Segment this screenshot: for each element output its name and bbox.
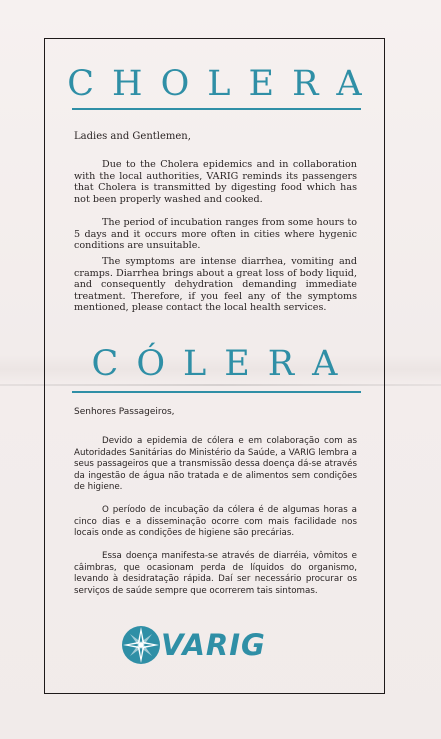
varig-logo: [121, 625, 321, 665]
portuguese-heading: CÓLERA: [91, 344, 356, 384]
varig-logo-text: VARIG: [161, 628, 266, 662]
english-salutation: Ladies and Gentlemen,: [74, 131, 191, 142]
english-paragraph-3: The symptoms are intense diarrhea, vomiting and cramps. Diarrhea brings about a great loss of body liquid, and consequently dehydration demanding immediate treatment. Therefore, if you feel any of the symptoms mentioned, please contact the local health services.: [74, 256, 357, 314]
compass-star-icon: [121, 625, 161, 665]
notice-frame: [44, 38, 385, 694]
portuguese-heading-rule: [72, 391, 361, 393]
english-heading: CHOLERA: [67, 64, 380, 104]
english-heading-rule: [72, 108, 361, 110]
english-paragraph-1: Due to the Cholera epidemics and in collaboration with the local authorities, VARIG reminds its passengers that Cholera is transmitted by digesting food which has not been properly washed and cooked.: [74, 159, 357, 205]
english-paragraph-2: The period of incubation ranges from some hours to 5 days and it occurs more often in cities where hygenic conditions are unsuitable.: [74, 217, 357, 252]
portuguese-paragraph-3: Essa doença manifesta-se através de diarréia, vômitos e câimbras, que ocasionam perda de líquidos do organismo, levando à desidratação rápida. Daí ser necessário procurar os serviços de saúde sempre que ocorrerem tais sintomas.: [74, 551, 357, 596]
portuguese-paragraph-1: Devido a epidemia de cólera e em colaboração com as Autoridades Sanitárias do Ministério da Saúde, a VARIG lembra a seus passageiros que a transmissão dessa doença dá-se através da ingestão de água não tratada e de alimentos sem condições de higiene.: [74, 436, 357, 493]
portuguese-paragraph-2: O período de incubação da cólera é de algumas horas a cinco dias e a disseminação ocorre com mais facilidade nos locais onde as condições de higiene são precárias.: [74, 505, 357, 539]
portuguese-salutation: Senhores Passageiros,: [74, 407, 175, 417]
